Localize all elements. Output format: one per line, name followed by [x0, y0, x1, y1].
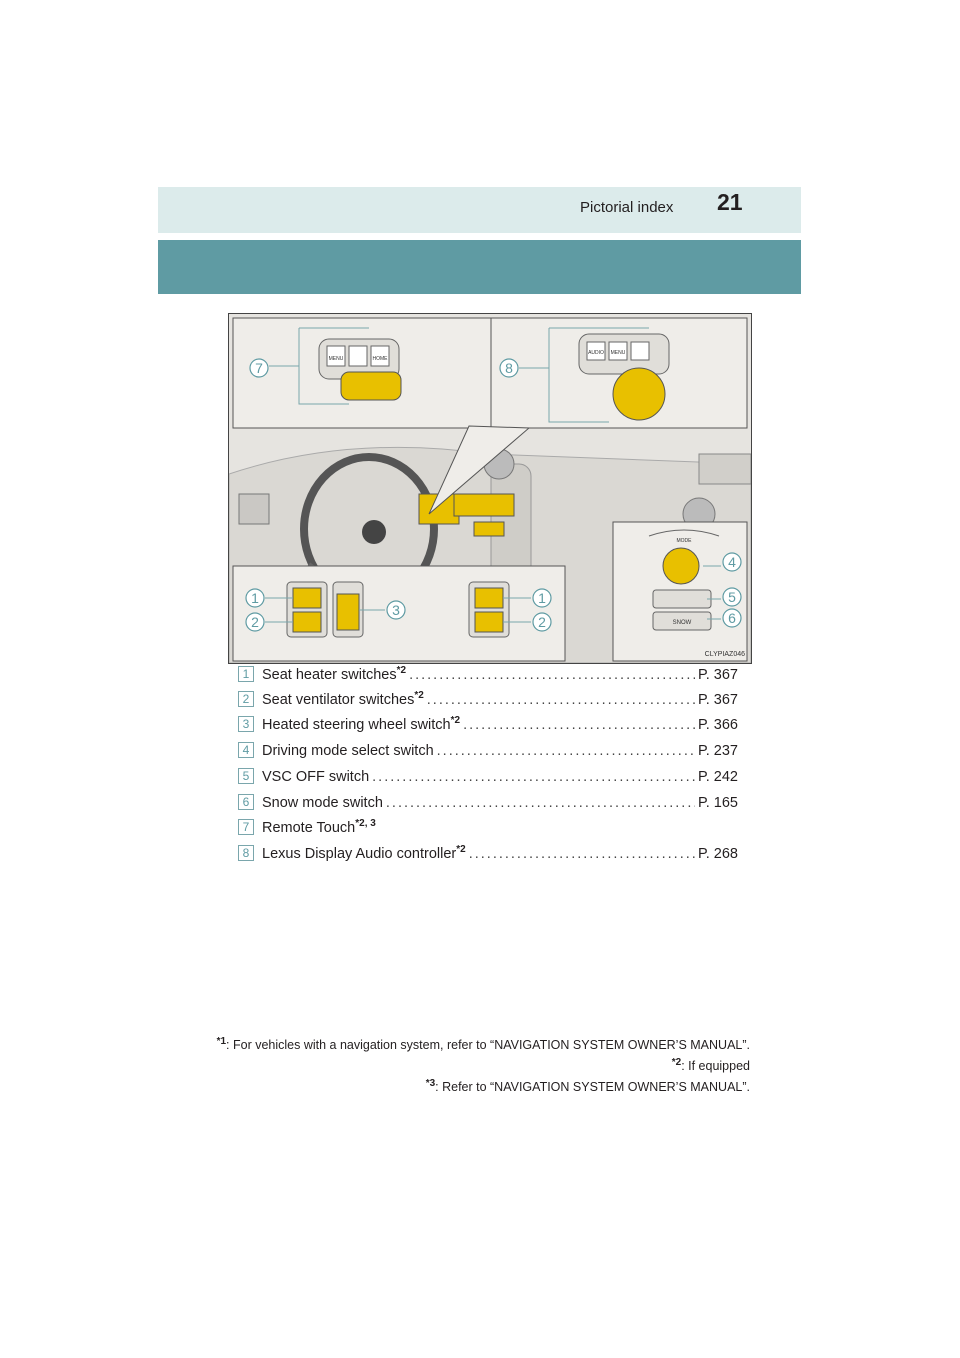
- entry-page: P. 165: [697, 795, 738, 811]
- entry-number: 5: [238, 768, 254, 784]
- section-title: Pictorial index: [580, 199, 674, 216]
- callout-6: [723, 609, 741, 627]
- entry-number: 7: [238, 819, 254, 835]
- entry-label: Snow mode switch: [262, 795, 383, 811]
- entry-number: 6: [238, 794, 254, 810]
- list-item: [238, 766, 738, 788]
- entry-label: Driving mode select switch: [262, 743, 434, 759]
- svg-text:5: 5: [728, 589, 736, 605]
- callout-1-right: [533, 589, 551, 607]
- mode-label: MODE: [676, 538, 692, 544]
- pictorial-figure: [228, 313, 752, 664]
- list-item: [238, 714, 738, 736]
- svg-text:3: 3: [392, 602, 400, 618]
- svg-text:8: 8: [505, 360, 513, 376]
- svg-text:1: 1: [538, 590, 546, 606]
- entry-page: P. 268: [697, 846, 738, 862]
- entry-number: 8: [238, 845, 254, 861]
- header-dark-band: [158, 240, 801, 294]
- footnote-2: $^{*2}$: If equipped: [671, 1057, 750, 1074]
- entry-page: P. 367: [697, 667, 738, 683]
- callout-7: [250, 359, 268, 377]
- list-item: [238, 792, 738, 814]
- entry-page: P. 242: [697, 769, 738, 785]
- lexus-logo-icon: [362, 520, 386, 544]
- audio-controller-knob: [613, 368, 665, 420]
- entry-note: *2, 3: [355, 818, 376, 830]
- interior-illustration: [229, 314, 751, 663]
- audio-button-label: AUDIO: [588, 350, 604, 356]
- entry-number: 3: [238, 716, 254, 732]
- callout-2-left: [246, 613, 264, 631]
- svg-text:4: 4: [728, 554, 736, 570]
- drive-mode-knob: [663, 548, 699, 584]
- callout-8: [500, 359, 518, 377]
- entry-page: P. 367: [697, 692, 738, 708]
- footnote-3: $^{*3}$: Refer to “NAVIGATION SYSTEM OWNER’S MANUAL”.: [425, 1078, 750, 1095]
- callout-2-right: [533, 613, 551, 631]
- svg-text:2: 2: [538, 614, 546, 630]
- entry-label: Seat ventilator switches: [262, 692, 415, 708]
- entry-number: 1: [238, 666, 254, 682]
- list-item: [238, 843, 738, 865]
- entry-label: Lexus Display Audio controller: [262, 846, 457, 862]
- list-item: [238, 689, 738, 711]
- figure-code: CLYPIAZ046: [704, 651, 745, 658]
- svg-text:1: 1: [251, 590, 259, 606]
- entry-label: Heated steering wheel switch: [262, 717, 451, 733]
- entry-number: 4: [238, 742, 254, 758]
- list-item: [238, 817, 738, 839]
- header-band: [158, 187, 801, 233]
- menu-button-label-2: MENU: [610, 350, 626, 356]
- footnotes: [190, 1033, 750, 1096]
- entry-note: *2: [396, 665, 407, 677]
- svg-text:2: 2: [251, 614, 259, 630]
- entry-page: P. 366: [697, 717, 738, 733]
- entry-label: VSC OFF switch: [262, 769, 370, 785]
- callout-4: [723, 553, 741, 571]
- svg-text:7: 7: [255, 360, 263, 376]
- menu-button-label: MENU: [328, 356, 344, 362]
- entry-label: Remote Touch: [262, 820, 356, 836]
- entry-page: P. 237: [697, 743, 738, 759]
- entry-note: *2: [456, 844, 466, 856]
- remote-touch-knob: [341, 372, 401, 400]
- entry-note: *2: [414, 690, 424, 702]
- snow-label: SNOW: [672, 620, 692, 626]
- footnote-1: $^{*1}$: For vehicles with a navigation system, refer to “NAVIGATION SYSTEM OWNER’S MANUAL”.: [216, 1036, 750, 1053]
- entry-label: Seat heater switches: [262, 667, 397, 683]
- callout-5: [723, 588, 741, 606]
- home-button-label: HOME: [372, 356, 388, 362]
- entry-number: 2: [238, 691, 254, 707]
- callout-1-left: [246, 589, 264, 607]
- svg-text:6: 6: [728, 610, 736, 626]
- page-number: 21: [717, 189, 743, 215]
- list-item: [238, 664, 738, 686]
- entry-note: *2: [450, 715, 461, 727]
- callout-3: [387, 601, 405, 619]
- list-item: [238, 740, 738, 762]
